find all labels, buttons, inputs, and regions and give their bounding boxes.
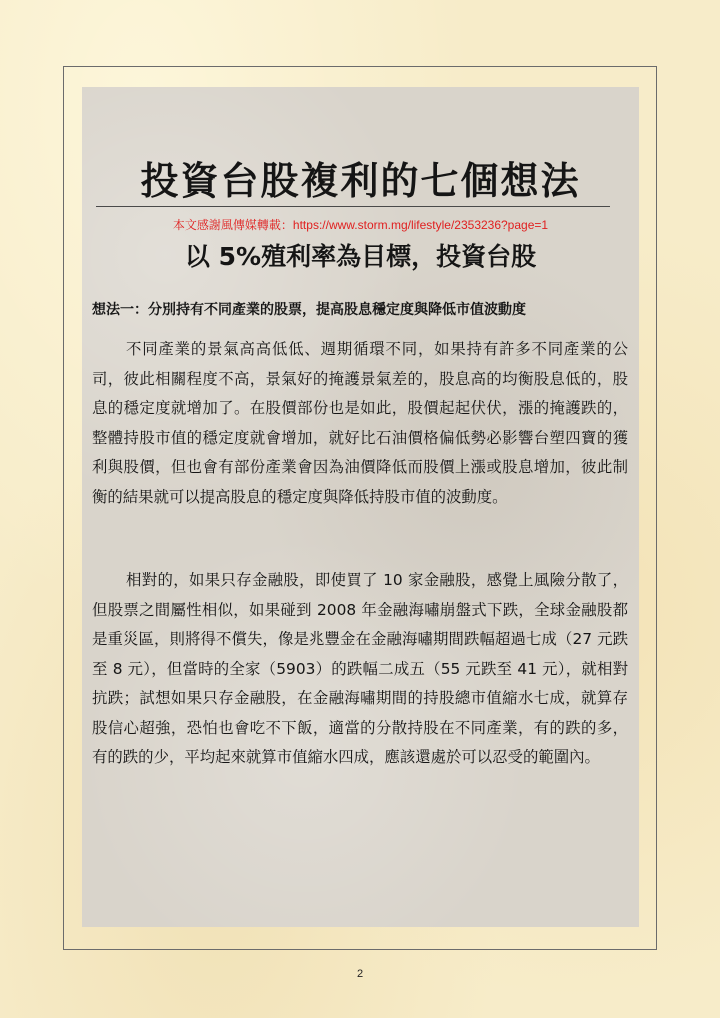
title-divider xyxy=(96,206,610,207)
body-paragraph-2: 相對的，如果只存金融股，即使買了 10 家金融股，感覺上風險分散了，但股票之間屬性相似，如果碰到 2008 年金融海嘯崩盤式下跌，全球金融股都是重災區，則將得不償失，像是兆豐金在金融海嘯期間跌幅超過七成（27 元跌至 8 元），但當時的全家（5903）的跌幅二成五（55 元跌至 41 元），就相對抗跌；試想如果只存金融股，在金融海嘯期間的持股總市值縮水七成，就算存股信心超強，恐怕也會吃不下飯，適當的分散持股在不同產業，有的跌的多，有的跌的少，平均起來就算市值縮水四成，應該還處於可以忍受的範圍內。 xyxy=(92,571,628,766)
page-number: 2 xyxy=(356,968,364,980)
source-credit: 本文感謝風傳媒轉載：https://www.storm.mg/lifestyle/2353236?page=1 xyxy=(172,218,549,232)
page-title: 投資台股複利的七個想法 xyxy=(140,159,581,203)
page-subtitle: 以 5%殖利率為目標，投資台股 xyxy=(184,242,537,271)
section-heading: 想法一：分別持有不同產業的股票，提高股息穩定度與降低市值波動度 xyxy=(92,302,526,318)
body-paragraph-1: 不同產業的景氣高高低低、週期循環不同，如果持有許多不同產業的公司，彼此相關程度不高，景氣好的掩護景氣差的，股息高的均衡股息低的，股息的穩定度就增加了。在股價部份也是如此，股價起起伏伏，漲的掩護跌的，整體持股市值的穩定度就會增加，就好比石油價格偏低勢必影響台塑四寶的獲利與股價，但也會有部份產業會因為油價降低而股價上漲或股息增加，彼此制衡的結果就可以提高股息的穩定度與降低持股市值的波動度。 xyxy=(92,340,628,506)
